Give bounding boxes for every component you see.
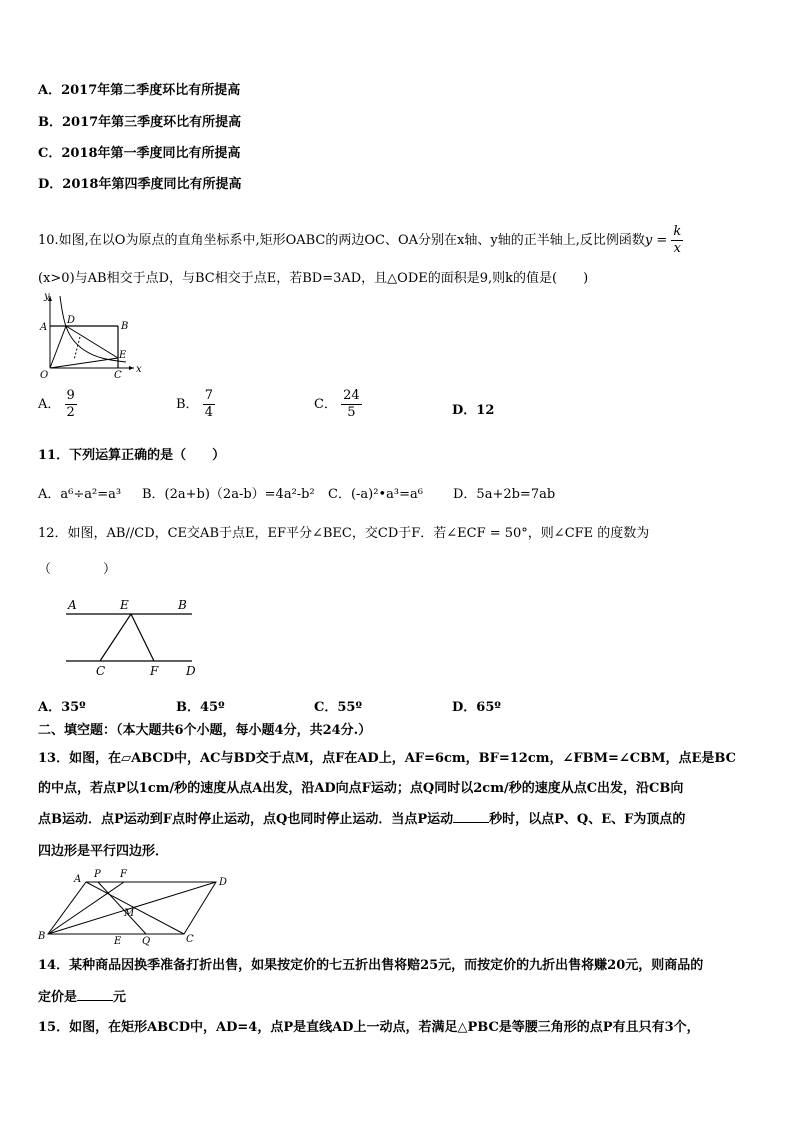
q10-option-c: C． $\frac{24}{5}$ (314, 388, 360, 420)
q11-option-d: D．5a+2b=7ab (453, 487, 556, 502)
q12-label-c: C (96, 664, 106, 678)
q15-stem-line1: 15．如图，在矩形ABCD中，AD=4，点P是直线AD上一动点，若满足△PBC是等腰三角形的点P有且只有3个， (38, 1020, 700, 1035)
q13-stem-line3: 点B运动．点P运动到F点时停止运动，点Q也同时停止运动．当点P运动 秒时，以点P、Q、E、F为顶点的 (38, 812, 686, 827)
q11-option-c: C．(-a)²•a³=a⁶ (328, 487, 423, 502)
q12-label-e: E (120, 598, 129, 612)
q12-option-a: A．35º (38, 700, 86, 715)
q10-label-x: x (136, 364, 142, 375)
q12-figure (60, 594, 210, 680)
q9-option-a: A．2017年第二季度环比有所提高 (38, 83, 241, 98)
q10-label-c: C (114, 370, 122, 378)
q10-label-e: E (119, 350, 127, 361)
q12-option-c: C．55º (314, 700, 362, 715)
q10-func-y: y = (644, 233, 668, 248)
q13-label-p: P (94, 869, 101, 880)
q12-label-a: A (68, 598, 77, 612)
q10-option-b: B． $\frac{7}{4}$ (176, 388, 213, 420)
q13-stem-line4: 四边形是平行四边形． (38, 844, 169, 859)
q10-stem-line1: 10.如图,在以O为原点的直角坐标系中,矩形OABC的两边OC、OA分别在x轴、y轴的正半轴上,反比例函数y = $\frac{k}{x}$ (38, 224, 682, 256)
q10-label-y: y (44, 291, 50, 302)
q11-option-a: A．a⁶÷a²=a³ (38, 487, 122, 502)
q13-label-q: Q (142, 936, 151, 946)
q12-stem-line1: 12．如图，AB//CD，CE交AB于点E，EF平分∠BEC，交CD于F．若∠ECF = 50°，则∠CFE 的度数为 (38, 526, 650, 541)
q13-answer-blank (453, 810, 489, 823)
q11-option-b: B．(2a+b)（2a-b）=4a²-b² (142, 487, 315, 502)
q12-option-d: D．65º (452, 700, 501, 715)
q13-label-m: M (124, 908, 135, 919)
q10-option-d: D．12 (452, 403, 495, 418)
q9-option-c: C．2018年第一季度同比有所提高 (38, 146, 241, 161)
q10-func-fraction: $\frac{k}{x}$ (673, 224, 682, 256)
q13-label-b: B (38, 931, 46, 942)
q12-label-f: F (150, 664, 159, 678)
q10-label-a: A (40, 322, 48, 333)
q13-label-f: F (120, 869, 127, 880)
q12-label-d: D (186, 664, 196, 678)
q13-stem-line2: 的中点，若点P以1cm/秒的速度从点A出发，沿AD向点F运动；点Q同时以2cm/秒的速度从点C出发，沿CB向 (38, 781, 684, 796)
q11-stem: 11．下列运算正确的是（ ） (38, 448, 226, 463)
q13-label-e: E (114, 936, 122, 946)
q10-label-d: D (67, 315, 76, 326)
q14-answer-blank (77, 988, 113, 1001)
q13-stem-line1: 13．如图，在▱ABCD中，AC与BD交于点M，点F在AD上，AF=6cm，BF=12cm，∠FBM=∠CBM，点E是BC (38, 751, 736, 766)
q10-figure (36, 290, 146, 378)
q13-label-a: A (74, 874, 82, 885)
q9-option-d: D．2018年第四季度同比有所提高 (38, 177, 242, 192)
q10-option-a: A． $\frac{9}{2}$ (38, 388, 75, 420)
q10-label-b: B (121, 321, 129, 332)
q10-stem-line2: (x>0)与AB相交于点D，与BC相交于点E，若BD=3AD，且△ODE的面积是9,则k的值是( ) (38, 271, 589, 286)
q12-label-b: B (178, 598, 187, 612)
q12-stem-line2: （ ） (38, 562, 117, 577)
q14-stem-line2: 定价是 元 (38, 990, 127, 1005)
section-fill-in-title: 二、填空题：（本大题共6个小题，每小题4分，共24分.） (38, 723, 372, 738)
q14-stem-line1: 14．某种商品因换季准备打折出售，如果按定价的七五折出售将赔25元，而按定价的九折出售将赚20元，则商品的 (38, 958, 704, 973)
q12-option-b: B．45º (176, 700, 225, 715)
q13-label-d: D (219, 877, 228, 888)
q10-label-o: O (40, 370, 49, 378)
q13-figure (36, 866, 236, 946)
q13-label-c: C (186, 934, 194, 945)
q9-option-b: B．2017年第三季度环比有所提高 (38, 115, 242, 130)
